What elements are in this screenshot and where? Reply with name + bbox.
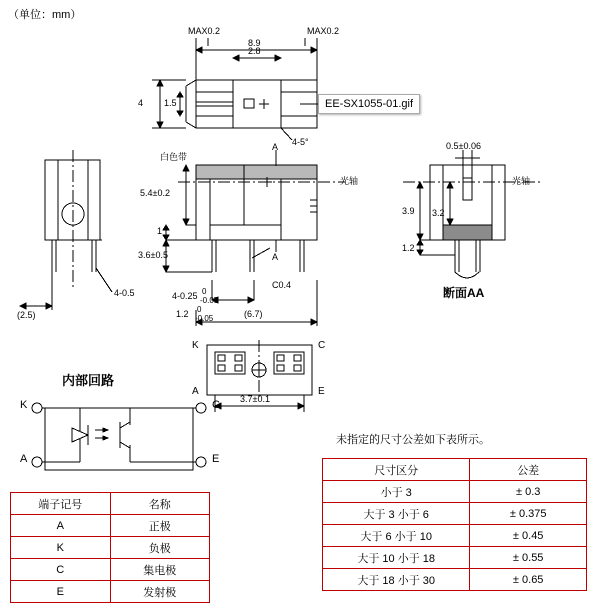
terminal-name-e: 发射极	[110, 581, 210, 603]
dim-3-2: 3.2	[432, 208, 445, 218]
dim-4-025-low: -0.05	[200, 296, 219, 305]
circuit-pin-e: E	[212, 453, 220, 465]
table-row	[323, 503, 587, 525]
tolerance-header-value: 公差	[470, 459, 587, 481]
dim-4-025: 4-0.25	[172, 291, 198, 301]
tolerance-caption: 未指定的尺寸公差如下表所示。	[336, 434, 490, 446]
dim-4-height: 4	[138, 98, 144, 108]
table-header-row	[323, 459, 587, 481]
label-c04: C0.4	[272, 280, 292, 290]
tolerance-value-3: ± 0.45	[470, 525, 587, 547]
terminal-mark-e: E	[11, 581, 111, 603]
dim-1: 1	[157, 226, 163, 236]
tolerance-table	[322, 458, 587, 591]
bottom-pin-e: E	[318, 386, 325, 397]
tolerance-range-3: 大于 6 小于 10	[323, 525, 470, 547]
section-mark-a-bottom: A	[272, 252, 279, 262]
table-row	[323, 525, 587, 547]
bottom-pin-a: A	[192, 386, 199, 397]
terminal-name-c: 集电极	[110, 559, 210, 581]
dim-4-5deg: 4-5°	[292, 137, 309, 147]
image-filename-overlay[interactable]: EE-SX1055-01.gif	[318, 94, 420, 114]
tolerance-value-5: ± 0.65	[470, 569, 587, 591]
bottom-pin-c: C	[318, 340, 326, 351]
terminal-header-name: 名称	[110, 493, 210, 515]
table-row	[323, 547, 587, 569]
terminal-header-mark: 端子记号	[11, 493, 111, 515]
table-row	[11, 537, 210, 559]
terminal-mark-a: A	[11, 515, 111, 537]
circuit-pin-c: C	[212, 399, 220, 411]
table-row	[11, 581, 210, 603]
tolerance-range-5: 大于 18 小于 30	[323, 569, 470, 591]
terminal-name-k: 负极	[110, 537, 210, 559]
dim-2-5: (2.5)	[17, 310, 36, 320]
dim-4-025-up: 0	[202, 287, 207, 296]
section-mark-a-top: A	[272, 142, 279, 152]
dim-3-6: 3.6±0.5	[138, 250, 168, 260]
dim-8-9: 8.9	[248, 38, 261, 48]
label-optical-axis-section: 光轴	[512, 176, 531, 186]
circuit-title: 内部回路	[62, 373, 115, 388]
table-row	[323, 481, 587, 503]
dim-0-5: 0.5±0.06	[446, 141, 481, 151]
table-row	[11, 559, 210, 581]
dim-1-2-up: 0	[197, 305, 202, 314]
section-title: 断面AA	[443, 286, 485, 300]
terminal-name-a: 正极	[110, 515, 210, 537]
dim-1-2: 1.2	[176, 309, 189, 319]
dim-4-05: 4-0.5	[114, 288, 135, 298]
dim-5-4: 5.4±0.2	[140, 188, 170, 198]
table-header-row	[11, 493, 210, 515]
tolerance-range-1: 小于 3	[323, 481, 470, 503]
dim-max02-right: MAX0.2	[307, 26, 340, 36]
tolerance-value-4: ± 0.55	[470, 547, 587, 569]
circuit-pin-a: A	[20, 453, 28, 465]
circuit-pin-k: K	[20, 399, 28, 411]
tolerance-value-1: ± 0.3	[470, 481, 587, 503]
dim-1-2-section: 1.2	[402, 243, 415, 253]
bottom-pin-k: K	[192, 340, 199, 351]
dim-1-2-low: -0.05	[195, 314, 214, 323]
terminal-mark-k: K	[11, 537, 111, 559]
table-row	[323, 569, 587, 591]
dim-3-9: 3.9	[402, 206, 415, 216]
tolerance-header-range: 尺寸区分	[323, 459, 470, 481]
dim-2-8: 2.8	[248, 46, 261, 56]
terminal-table	[10, 492, 210, 603]
dim-max02-left: MAX0.2	[188, 26, 221, 36]
table-row	[11, 515, 210, 537]
label-optical-axis-front: 光轴	[340, 176, 359, 186]
label-white-band: 白色带	[160, 152, 188, 162]
dim-6-7: (6.7)	[244, 309, 263, 319]
tolerance-range-2: 大于 3 小于 6	[323, 503, 470, 525]
tolerance-value-2: ± 0.375	[470, 503, 587, 525]
dim-1-5: 1.5	[164, 98, 177, 108]
dim-3-7: 3.7±0.1	[240, 394, 270, 404]
tolerance-range-4: 大于 10 小于 18	[323, 547, 470, 569]
unit-note: （单位：mm）	[8, 9, 82, 21]
terminal-mark-c: C	[11, 559, 111, 581]
